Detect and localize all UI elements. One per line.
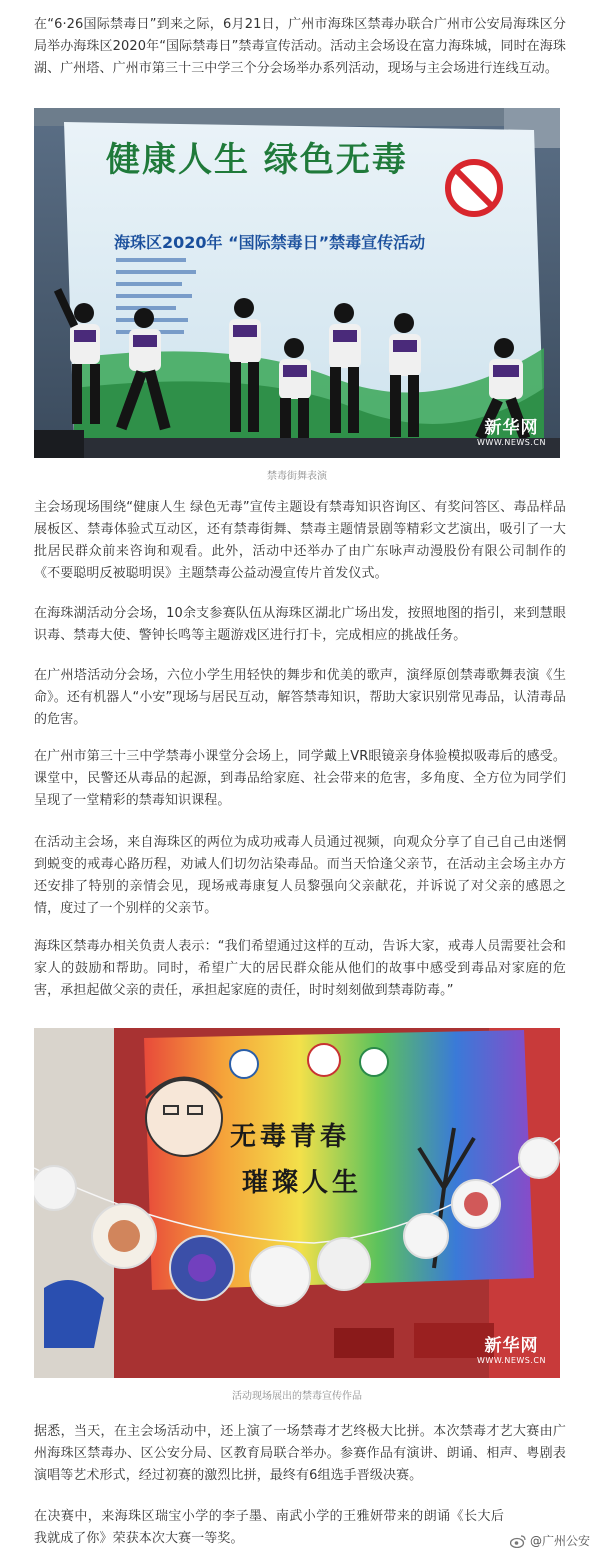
paragraph: 主会场现场围绕“健康人生 绿色无毒”宣传主题设有禁毒知识咨询区、有奖问答区、毒品样品展板区、禁毒体验式互动区，还有禁毒街舞、禁毒主题情景剧等精彩文艺演出，吸引了一大批居民群众前来咨询和观看。此外，活动中还举办了由广东咏声动漫股份有限公司制作的《不要聪明反被聪明误》主题禁毒公益动漫宣传片首发仪式。 xyxy=(34,500,566,581)
paragraph: 在广州市第三十三中学禁毒小课堂分会场上，同学戴上VR眼镜亲身体验模拟吸毒后的感受。课堂中，民警还从毒品的起源，到毒品给家庭、社会带来的危害，多角度、全方位为同学们呈现了一堂精彩的禁毒知识课程。 xyxy=(34,749,566,808)
banner-title: 健康人生 绿色无毒 xyxy=(106,140,408,180)
exhibition-illustration xyxy=(34,1028,560,1378)
artwork-slogan-1: 无毒青春 xyxy=(230,1122,351,1152)
photo-caption: 活动现场展出的禁毒宣传作品 xyxy=(232,1391,362,1402)
xinhua-watermark xyxy=(477,418,546,448)
source-label: @广州公安 xyxy=(529,1534,590,1548)
paragraph: 在决赛中，来海珠区瑞宝小学的李子墨、南武小学的王雅妍带来的朗诵《长大后我就成了你》荣获本次大赛一等奖。 xyxy=(34,1509,504,1546)
paragraph: 海珠区禁毒办相关负责人表示：“我们希望通过这样的互动，告诉大家，戒毒人员需要社会和家人的鼓励和帮助。同时，希望广大的居民群众能从他们的故事中感受到毒品对家庭的危害，承担起做父亲的责任，承担起家庭的责任，时时刻刻做到禁毒防毒。” xyxy=(34,939,566,998)
photo-street-dance xyxy=(34,108,560,458)
watermark-url: WWW.NEWS.CN xyxy=(477,1356,546,1365)
watermark-url: WWW.NEWS.CN xyxy=(477,438,546,447)
paragraph-intro: 在“6·26国际禁毒日”到来之际，6月21日，广州市海珠区禁毒办联合广州市公安局海珠区分局举办海珠区2020年“国际禁毒日”禁毒宣传活动。活动主会场设在富力海珠城，同时在海珠湖、广州塔、广州市第三十三中学三个分会场举办系列活动，现场与主会场进行连线互动。 xyxy=(34,17,566,76)
weibo-icon xyxy=(510,1534,526,1548)
xinhua-watermark xyxy=(477,1336,546,1366)
paragraph: 在海珠湖活动分会场，10余支参赛队伍从海珠区湖北广场出发，按照地图的指引，来到慧眼识毒、禁毒大使、警钟长鸣等主题游戏区进行打卡，完成相应的挑战任务。 xyxy=(34,606,566,643)
paragraph: 据悉，当天，在主会场活动中，还上演了一场禁毒才艺终极大比拼。本次禁毒才艺大赛由广州海珠区禁毒办、区公安分局、区教育局联合举办。参赛作品有演讲、朗诵、相声、粤剧表演唱等艺术形式，经过初赛的激烈比拼，最终有6组选手晋级决赛。 xyxy=(34,1424,566,1483)
photo-exhibited-works xyxy=(34,1028,560,1378)
source-badge[interactable] xyxy=(510,1532,590,1549)
banner-subtitle: 海珠区2020年 “国际禁毒日”禁毒宣传活动 xyxy=(114,233,426,252)
artwork-slogan-2: 璀璨人生 xyxy=(242,1168,363,1198)
paragraph: 在广州塔活动分会场，六位小学生用轻快的舞步和优美的歌声，演绎原创禁毒歌舞表演《生命》。还有机器人“小安”现场与居民互动，解答禁毒知识，帮助大家识别常见毒品，认清毒品的危害。 xyxy=(34,668,566,727)
paragraph: 在活动主会场，来自海珠区的两位为成功戒毒人员通过视频，向观众分享了自己自己由迷惘到蜕变的戒毒心路历程，劝诫人们切勿沾染毒品。而当天恰逢父亲节，在活动主会场主办方还安排了特别的亲情会见，现场戒毒康复人员黎强向父亲献花，并诉说了对父亲的感恩之情，度过了一个别样的父亲节。 xyxy=(34,835,566,916)
photo-caption: 禁毒街舞表演 xyxy=(267,471,327,482)
watermark-logo: 新华网 xyxy=(484,418,539,438)
watermark-logo: 新华网 xyxy=(484,1336,539,1356)
